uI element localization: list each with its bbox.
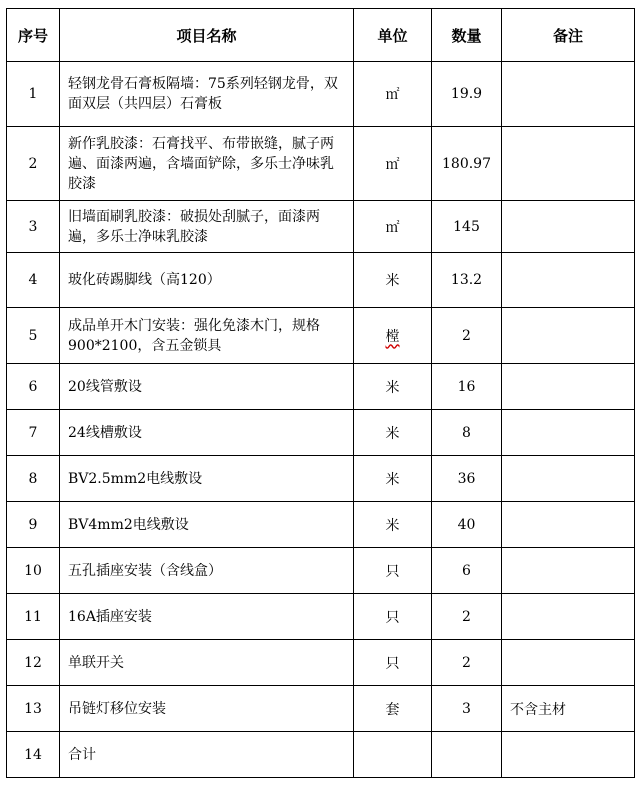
row-qty: 6 (432, 548, 502, 594)
row-qty: 8 (432, 410, 502, 456)
row-unit (354, 732, 432, 778)
row-name: 24线槽敷设 (60, 410, 354, 456)
row-qty: 36 (432, 456, 502, 502)
table-row (7, 686, 635, 732)
row-unit: 套 (354, 686, 432, 732)
row-note (502, 410, 635, 456)
row-unit: ㎡ (354, 127, 432, 201)
row-note: 不含主材 (502, 686, 635, 732)
row-seq: 9 (7, 502, 60, 548)
row-seq: 1 (7, 62, 60, 127)
header-seq: 序号 (7, 9, 60, 62)
table-row (7, 640, 635, 686)
row-unit: 米 (354, 502, 432, 548)
row-note (502, 308, 635, 364)
row-name: 成品单开木门安装：强化免漆木门，规格900*2100，含五金锁具 (60, 308, 354, 364)
row-name: 新作乳胶漆：石膏找平、布带嵌缝，腻子两遍、面漆两遍，含墙面铲除，多乐士净味乳胶漆 (60, 127, 354, 201)
row-name: 玻化砖踢脚线（高120） (60, 253, 354, 308)
row-seq: 6 (7, 364, 60, 410)
row-name: 旧墙面刷乳胶漆：破损处刮腻子，面漆两遍，多乐士净味乳胶漆 (60, 201, 354, 253)
table-row (7, 502, 635, 548)
row-seq: 10 (7, 548, 60, 594)
row-unit: 只 (354, 548, 432, 594)
row-unit: 米 (354, 364, 432, 410)
row-name: 单联开关 (60, 640, 354, 686)
table-row (7, 548, 635, 594)
row-qty: 145 (432, 201, 502, 253)
row-qty: 19.9 (432, 62, 502, 127)
table-row (7, 594, 635, 640)
row-qty: 13.2 (432, 253, 502, 308)
row-note (502, 201, 635, 253)
row-qty: 2 (432, 308, 502, 364)
unit-text: 樘 (385, 328, 400, 345)
row-seq: 8 (7, 456, 60, 502)
row-seq: 7 (7, 410, 60, 456)
table-row (7, 201, 635, 253)
row-name: 20线管敷设 (60, 364, 354, 410)
row-note (502, 640, 635, 686)
row-name: 合计 (60, 732, 354, 778)
table-row (7, 456, 635, 502)
row-note (502, 548, 635, 594)
table-row (7, 62, 635, 127)
row-note (502, 732, 635, 778)
row-seq: 12 (7, 640, 60, 686)
table-row (7, 364, 635, 410)
row-unit: 米 (354, 456, 432, 502)
table-row (7, 732, 635, 778)
row-note (502, 127, 635, 201)
header-name: 项目名称 (60, 9, 354, 62)
row-seq: 13 (7, 686, 60, 732)
row-unit: ㎡ (354, 201, 432, 253)
table-row (7, 253, 635, 308)
row-note (502, 594, 635, 640)
row-qty: 16 (432, 364, 502, 410)
row-unit: ㎡ (354, 62, 432, 127)
row-note (502, 62, 635, 127)
row-note (502, 502, 635, 548)
row-name: BV4mm2电线敷设 (60, 502, 354, 548)
row-note (502, 364, 635, 410)
row-seq: 4 (7, 253, 60, 308)
row-note (502, 253, 635, 308)
row-qty: 2 (432, 594, 502, 640)
row-name: 16A插座安装 (60, 594, 354, 640)
row-seq: 2 (7, 127, 60, 201)
header-note: 备注 (502, 9, 635, 62)
row-qty: 2 (432, 640, 502, 686)
row-unit: 米 (354, 410, 432, 456)
row-name: 轻钢龙骨石膏板隔墙：75系列轻钢龙骨，双面双层（共四层）石膏板 (60, 62, 354, 127)
quantity-table (6, 8, 635, 778)
row-qty: 40 (432, 502, 502, 548)
row-seq: 3 (7, 201, 60, 253)
row-seq: 5 (7, 308, 60, 364)
row-unit: 只 (354, 594, 432, 640)
row-qty: 3 (432, 686, 502, 732)
table-row (7, 308, 635, 364)
row-unit: 米 (354, 253, 432, 308)
row-qty (432, 732, 502, 778)
row-seq: 14 (7, 732, 60, 778)
row-qty: 180.97 (432, 127, 502, 201)
header-unit: 单位 (354, 9, 432, 62)
row-name: 吊链灯移位安装 (60, 686, 354, 732)
row-name: 五孔插座安装（含线盒） (60, 548, 354, 594)
row-note (502, 456, 635, 502)
header-row (7, 9, 635, 62)
row-unit: 只 (354, 640, 432, 686)
header-qty: 数量 (432, 9, 502, 62)
table-row (7, 127, 635, 201)
row-unit (354, 308, 432, 364)
row-name: BV2.5mm2电线敷设 (60, 456, 354, 502)
row-seq: 11 (7, 594, 60, 640)
table-row (7, 410, 635, 456)
